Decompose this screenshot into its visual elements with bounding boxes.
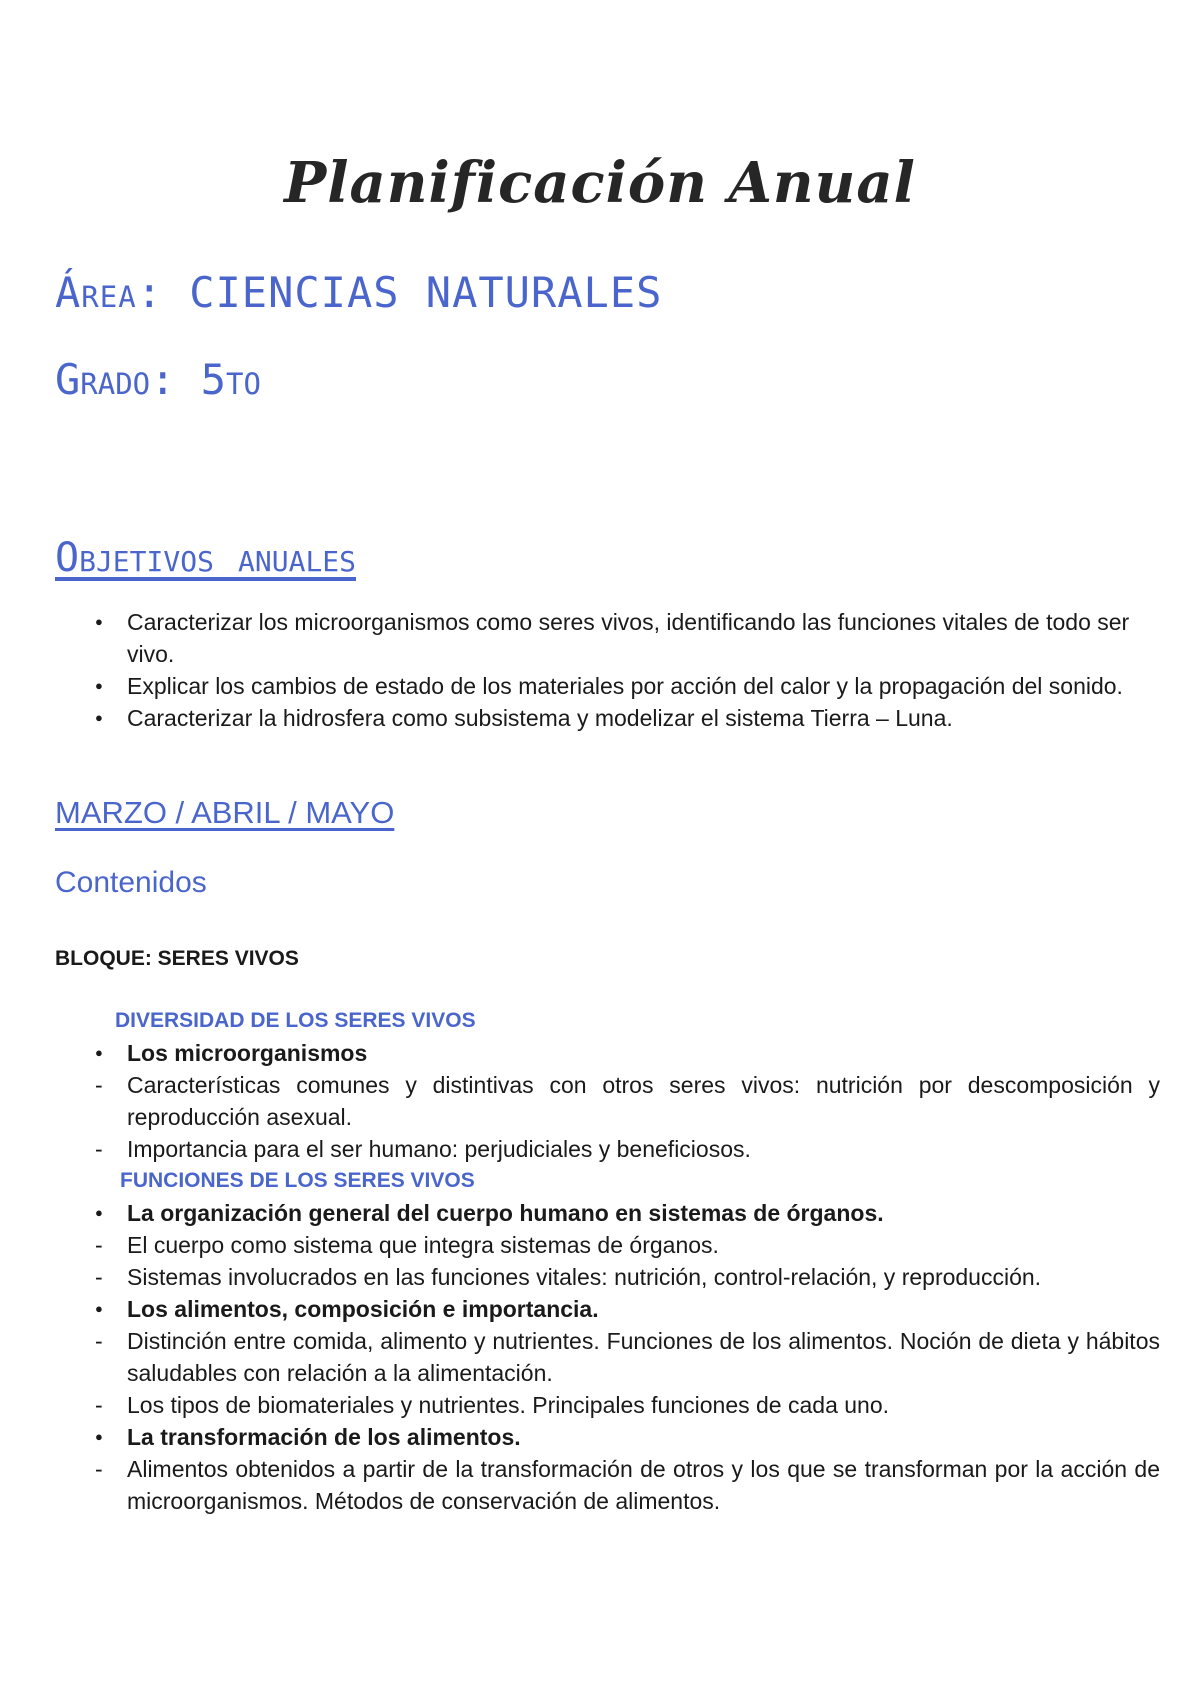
content-bullet: ● La organización general del cuerpo humano en sistemas de órganos. <box>95 1197 1160 1229</box>
objetivos-heading: Objetivos anuales <box>55 535 357 581</box>
objetivo-item: ● Caracterizar los microorganismos como seres vivos, identificando las funciones vitales de todo ser vivo. <box>95 606 1145 670</box>
content-dash-item: - Características comunes y distintivas con otros seres vivos: nutrición por descomposición y reproducción asexual. <box>95 1069 1160 1133</box>
content-dash-item: - El cuerpo como sistema que integra sistemas de órganos. <box>95 1229 1160 1261</box>
content-dash-item: - Los tipos de biomateriales y nutrientes. Principales funciones de cada uno. <box>95 1389 1160 1421</box>
objetivos-list <box>95 606 1145 734</box>
content-dash-item: - Importancia para el ser humano: perjudiciales y beneficiosos. <box>95 1133 1160 1165</box>
content-dash-item: - Sistemas involucrados en las funciones vitales: nutrición, control-relación, y reproducción. <box>95 1261 1160 1293</box>
page-title: Planificación Anual <box>284 150 916 216</box>
objetivo-item: ● Caracterizar la hidrosfera como subsistema y modelizar el sistema Tierra – Luna. <box>95 702 1145 734</box>
section-heading: DIVERSIDAD DE LOS SERES VIVOS <box>115 1009 476 1032</box>
content-bullet: ● La transformación de los alimentos. <box>95 1421 1160 1453</box>
content-dash-item: - Alimentos obtenidos a partir de la transformación de otros y los que se transforman por la acción de microorganismos. Métodos de conservación de alimentos. <box>95 1453 1160 1517</box>
content-dash-item: - Distinción entre comida, alimento y nutrientes. Funciones de los alimentos. Noción de dieta y hábitos saludables con relación a la alimentación. <box>95 1325 1160 1389</box>
months-heading: MARZO / ABRIL / MAYO <box>55 795 395 830</box>
section-heading: FUNCIONES DE LOS SERES VIVOS <box>120 1169 475 1192</box>
bloque-heading: BLOQUE: SERES VIVOS <box>55 947 299 970</box>
grado-heading: Grado: 5to <box>55 355 261 404</box>
contenidos-heading: Contenidos <box>55 866 207 899</box>
content-bullet: ● Los alimentos, composición e importancia. <box>95 1293 1160 1325</box>
content-bullet: ● Los microorganismos <box>95 1037 1160 1069</box>
objetivo-item: ● Explicar los cambios de estado de los materiales por acción del calor y la propagación del sonido. <box>95 670 1145 702</box>
contenidos-body <box>95 1005 1160 1517</box>
area-heading: Área: CIENCIAS NATURALES <box>55 268 663 317</box>
